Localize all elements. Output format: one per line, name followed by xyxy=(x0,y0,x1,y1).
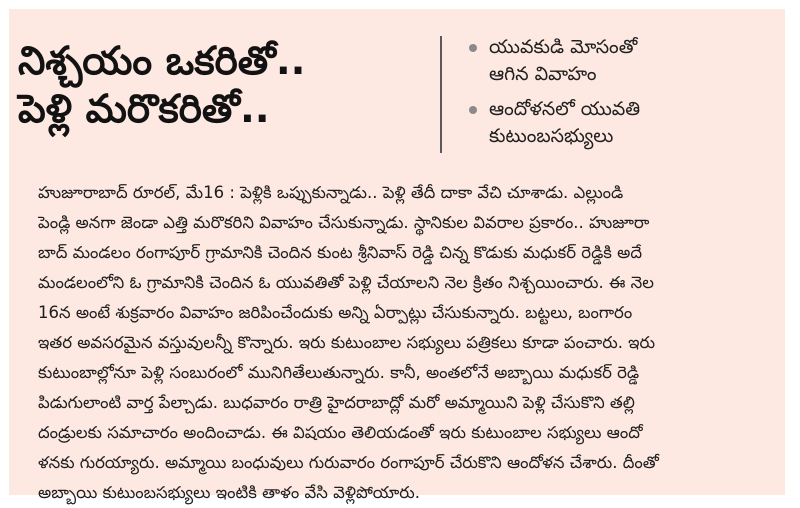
bullet-dot-icon xyxy=(469,44,477,52)
article-line: ఇతర అవసరమైన వస్తువులన్నీ కొన్నారు. ఇరు కుటుంబాల సభ్యులు పత్రికలు కూడా పంచారు. ఇరు xyxy=(38,333,656,352)
highlight-line: కుటుంబసభ్యులు xyxy=(489,125,614,147)
highlight-line: ఆందోళనలో యువతి xyxy=(489,98,641,120)
highlight-item xyxy=(467,34,767,88)
article-line: దండ్రులకు సమాచారం అందించాడు. ఈ విషయం తెలియడంతో ఇరు కుటుంబాల సభ్యులు ఆందో xyxy=(38,423,643,442)
article-line: మండలంలోని ఓ గ్రామానికి చెందిన ఓ యువతితో పెళ్లి చేయాలని నెల క్రితం నిశ్చయించారు. ఈ నెల xyxy=(38,273,654,292)
highlight-line: ఆగిన వివాహం xyxy=(489,63,597,85)
article-line: 16న అంటే శుక్రవారం వివాహం జరిపించేందుకు అన్ని ఏర్పాట్లు చేసుకున్నారు. బట్టలు, బంగారం xyxy=(38,303,633,322)
highlight-line: యువకుడి మోసంతో xyxy=(489,36,638,58)
vertical-divider xyxy=(440,36,442,153)
article-line: ళనకు గురయ్యారు. అమ్మాయి బంధువులు గురువారం రంగాపూర్ చేరుకొని ఆందోళన చేశారు. దీంతో xyxy=(38,453,659,472)
bullet-dot-icon xyxy=(469,106,477,114)
article-line: పెండ్లి అనగా జెండా ఎత్తి మరొకరిని వివాహం చేసుకున్నాడు. స్థానికుల వివరాల ప్రకారం.. హుజూరా xyxy=(38,213,650,232)
highlights-list xyxy=(467,34,767,158)
article-body xyxy=(38,178,786,508)
article-line: హుజూరాబాద్ రూరల్, మే16 : పెళ్లికి ఒప్పుకున్నాడు.. పెళ్లి తేదీ దాకా వేచి చూశాడు. ఎల్లుండి xyxy=(38,183,624,202)
headline-line-2: పెళ్లి మరొకరితో.. xyxy=(18,87,270,132)
headline xyxy=(18,38,428,134)
article-line: పిడుగులాంటి వార్త పేల్చాడు. బుధవారం రాత్రి హైదరాబాద్లో మరో అమ్మాయిని పెళ్లి చేసుకొని తల్లి xyxy=(38,393,635,412)
article-line: బాద్ మండలం రంగాపూర్ గ్రామానికి చెందిన కుంట శ్రీనివాస్ రెడ్డి చిన్న కొడుకు మధుకర్ రెడ్డికి అదే xyxy=(38,243,642,262)
highlight-item xyxy=(467,96,767,150)
article-line: కుటుంబాల్లోనూ పెళ్లి సంబురంలో మునిగితేలుతున్నారు. కానీ, అంతలోనే అబ్బాయి మధుకర్ రెడ్డి xyxy=(38,363,640,382)
headline-line-1: నిశ్చయం ఒకరితో.. xyxy=(18,39,306,84)
article-line: అబ్బాయి కుటుంబసభ్యులు ఇంటికి తాళం వేసి వెళ్లిపోయారు. xyxy=(38,483,421,502)
